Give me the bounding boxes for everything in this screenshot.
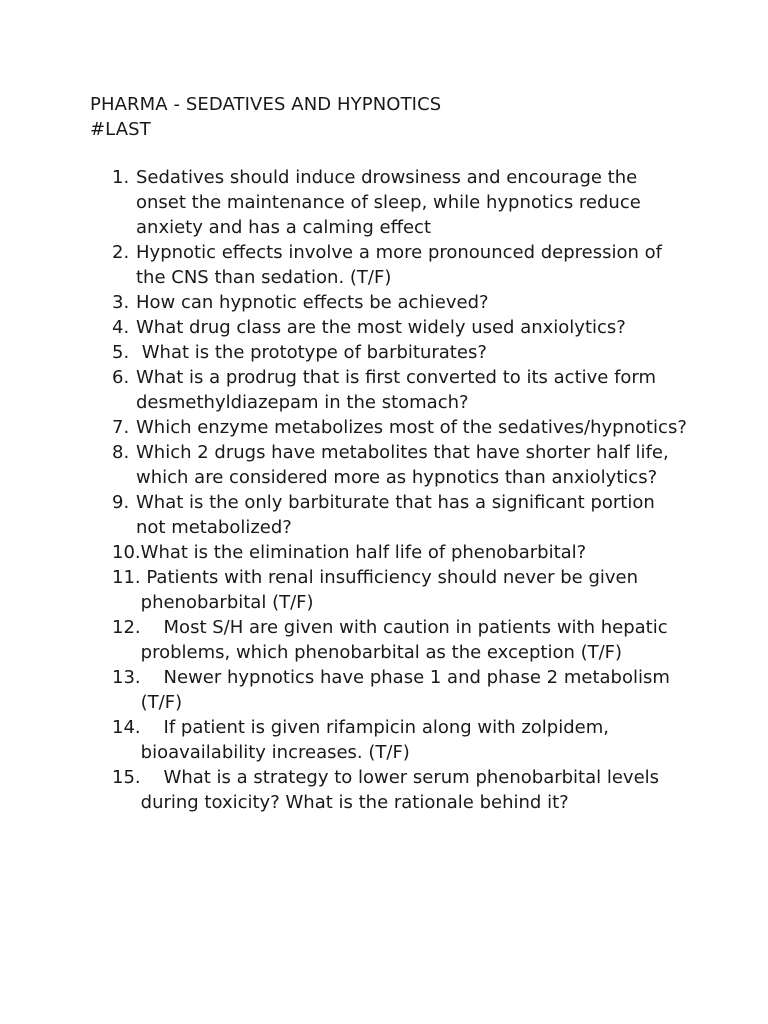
question-item (112, 765, 687, 815)
question-text: Which 2 drugs have metabolites that have shorter half life, which are considered more as hypnotics than anxiolytics? (136, 442, 675, 488)
question-text: Which enzyme metabolizes most of the sedatives/hypnotics? (136, 417, 687, 438)
question-item (112, 490, 687, 540)
question-number: 3. (112, 292, 130, 313)
question-item (112, 540, 687, 565)
question-item (112, 240, 687, 290)
document-title (90, 92, 441, 142)
question-number: 6. (112, 367, 130, 388)
question-item (112, 440, 687, 490)
question-number: 10. (112, 542, 141, 563)
title-tag: #LAST (90, 119, 151, 140)
question-number: 13. (112, 667, 141, 688)
question-text: What is the prototype of barbiturates? (136, 342, 487, 363)
question-text: What drug class are the most widely used anxiolytics? (136, 317, 626, 338)
question-number: 7. (112, 417, 130, 438)
question-number: 4. (112, 317, 130, 338)
question-text: How can hypnotic effects be achieved? (136, 292, 489, 313)
question-item (112, 315, 687, 340)
question-item (112, 715, 687, 765)
question-number: 12. (112, 617, 141, 638)
question-number: 11. (112, 567, 141, 588)
question-text: Patients with renal insufficiency should never be given phenobarbital (T/F) (140, 567, 644, 613)
question-item (112, 615, 687, 665)
question-item (112, 290, 687, 315)
question-text: Newer hypnotics have phase 1 and phase 2 metabolism (T/F) (140, 667, 676, 713)
question-item (112, 665, 687, 715)
question-number: 8. (112, 442, 130, 463)
question-text: What is a strategy to lower serum phenobarbital levels during toxicity? What is the rationale behind it? (140, 767, 665, 813)
question-text: Sedatives should induce drowsiness and encourage the onset the maintenance of sleep, while hypnotics reduce anxiety and has a calming effect (136, 167, 647, 238)
question-text: What is a prodrug that is first converted to its active form desmethyldiazepam in the stomach? (136, 367, 662, 413)
question-item (112, 165, 687, 240)
question-number: 14. (112, 717, 141, 738)
question-list (112, 165, 687, 815)
question-item (112, 565, 687, 615)
title-line: PHARMA - SEDATIVES AND HYPNOTICS (90, 94, 442, 115)
question-item (112, 415, 687, 440)
question-number: 15. (112, 767, 141, 788)
question-text: If patient is given rifampicin along with zolpidem, bioavailability increases. (T/F) (140, 717, 615, 763)
question-item (112, 340, 687, 365)
question-item (112, 365, 687, 415)
question-number: 2. (112, 242, 130, 263)
question-text: What is the elimination half life of phenobarbital? (140, 542, 587, 563)
question-text: Most S/H are given with caution in patients with hepatic problems, which phenobarbital as the exception (T/F) (140, 617, 674, 663)
question-text: What is the only barbiturate that has a significant portion not metabolized? (136, 492, 661, 538)
question-number: 1. (112, 167, 130, 188)
question-text: Hypnotic effects involve a more pronounced depression of the CNS than sedation. (T/F) (136, 242, 668, 288)
question-number: 9. (112, 492, 130, 513)
question-number: 5. (112, 342, 130, 363)
